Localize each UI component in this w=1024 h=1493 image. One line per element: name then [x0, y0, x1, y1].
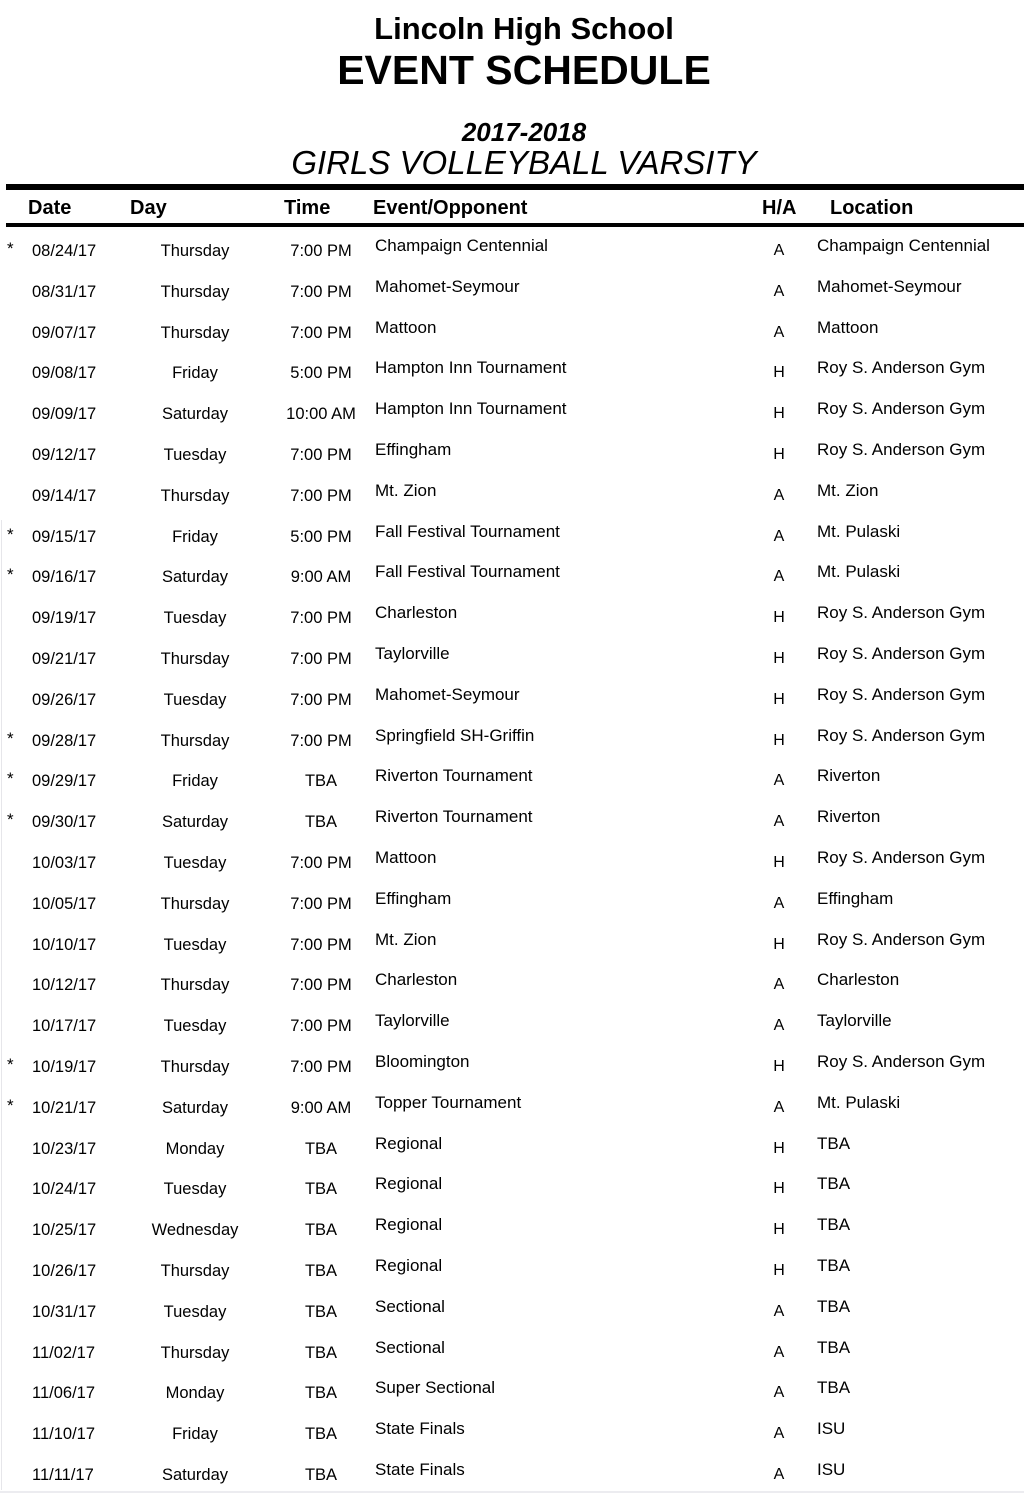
- title-block: [0, 0, 1024, 180]
- event-opponent-cell: Mattoon: [375, 847, 437, 867]
- date-cell: 09/30/17: [32, 813, 97, 832]
- schedule-row: [0, 1248, 1024, 1289]
- time-cell: TBA: [304, 1221, 338, 1240]
- home-away-cell: A: [773, 1098, 785, 1116]
- time-cell: TBA: [304, 1384, 338, 1403]
- schedule-row: [0, 1289, 1024, 1330]
- date-cell: 11/06/17: [32, 1384, 96, 1403]
- date-cell: 09/26/17: [32, 690, 97, 709]
- event-opponent-cell: State Finals: [375, 1459, 465, 1479]
- home-away-cell: A: [773, 1302, 785, 1320]
- column-header-time: Time: [284, 197, 331, 219]
- event-opponent-cell: State Finals: [375, 1419, 465, 1439]
- time-cell: 7:00 PM: [290, 690, 352, 709]
- time-cell: 7:00 PM: [290, 323, 352, 342]
- date-cell: 09/12/17: [32, 445, 97, 464]
- schedule-row: [0, 1003, 1024, 1044]
- location-cell: Mattoon: [817, 317, 879, 337]
- date-cell: 09/07/17: [32, 323, 97, 342]
- schedule-rows: [0, 228, 1024, 1493]
- conference-star-marker: *: [7, 728, 14, 748]
- column-header-location: Location: [830, 197, 914, 219]
- conference-star-marker: *: [7, 810, 14, 830]
- schedule-row: [0, 840, 1024, 881]
- location-cell: TBA: [817, 1215, 851, 1235]
- location-cell: Riverton: [817, 766, 881, 786]
- season-label: 2017-2018: [461, 117, 587, 147]
- day-cell: Thursday: [160, 894, 230, 913]
- day-cell: Monday: [165, 1139, 225, 1158]
- schedule-row: [0, 391, 1024, 432]
- location-cell: Mahomet-Seymour: [817, 276, 962, 296]
- schedule-row: [0, 1370, 1024, 1411]
- day-cell: Saturday: [161, 1098, 229, 1117]
- date-cell: 10/03/17: [32, 853, 97, 872]
- school-name: Lincoln High School: [374, 11, 674, 46]
- date-cell: 09/21/17: [32, 649, 97, 668]
- event-opponent-cell: Sectional: [375, 1337, 445, 1357]
- day-cell: Tuesday: [163, 1180, 227, 1199]
- time-cell: 7:00 PM: [290, 853, 352, 872]
- home-away-cell: H: [773, 690, 785, 708]
- day-cell: Thursday: [160, 486, 230, 505]
- location-cell: Roy S. Anderson Gym: [817, 1051, 986, 1071]
- schedule-row: [0, 595, 1024, 636]
- time-cell: TBA: [304, 1465, 338, 1484]
- location-cell: Charleston: [817, 970, 900, 990]
- conference-star-marker: *: [7, 239, 14, 258]
- location-cell: TBA: [817, 1378, 851, 1398]
- schedule-row: [0, 1085, 1024, 1126]
- home-away-cell: A: [773, 1465, 785, 1483]
- day-cell: Thursday: [160, 976, 230, 995]
- event-opponent-cell: Topper Tournament: [375, 1092, 522, 1112]
- schedule-row: [0, 350, 1024, 391]
- table-column-headers: [0, 197, 1024, 221]
- date-cell: 10/21/17: [32, 1098, 97, 1117]
- time-cell: 7:00 PM: [290, 894, 352, 913]
- time-cell: TBA: [304, 1180, 338, 1199]
- home-away-cell: A: [773, 1425, 785, 1443]
- time-cell: TBA: [304, 813, 338, 832]
- schedule-row: [0, 677, 1024, 718]
- event-opponent-cell: Super Sectional: [375, 1378, 496, 1398]
- home-away-cell: A: [773, 1343, 785, 1361]
- event-opponent-cell: Sectional: [375, 1296, 445, 1316]
- date-cell: 10/25/17: [32, 1221, 97, 1240]
- date-cell: 08/31/17: [32, 282, 97, 301]
- location-cell: TBA: [817, 1296, 851, 1316]
- event-opponent-cell: Mahomet-Seymour: [375, 684, 520, 704]
- header-rule-bottom: [6, 223, 1024, 227]
- home-away-cell: A: [773, 282, 785, 300]
- event-opponent-cell: Charleston: [375, 603, 458, 623]
- time-cell: 7:00 PM: [290, 1017, 352, 1036]
- home-away-cell: H: [773, 405, 785, 423]
- home-away-cell: H: [773, 731, 785, 749]
- schedule-row: [0, 1126, 1024, 1167]
- time-cell: TBA: [304, 1139, 338, 1158]
- conference-star-marker: *: [7, 524, 14, 544]
- team-label: GIRLS VOLLEYBALL VARSITY: [291, 144, 757, 181]
- event-opponent-cell: Effingham: [375, 439, 452, 459]
- date-cell: 09/28/17: [32, 731, 97, 750]
- date-cell: 09/14/17: [32, 486, 97, 505]
- conference-star-marker: *: [7, 769, 14, 789]
- day-cell: Friday: [172, 772, 218, 791]
- home-away-cell: H: [773, 1261, 785, 1279]
- location-cell: Champaign Centennial: [817, 236, 990, 255]
- event-opponent-cell: Hampton Inn Tournament: [375, 358, 567, 378]
- date-cell: 09/16/17: [32, 568, 97, 587]
- date-cell: 11/10/17: [32, 1425, 96, 1444]
- event-opponent-cell: Taylorville: [375, 1011, 450, 1031]
- day-cell: Friday: [172, 527, 218, 546]
- schedule-row: [0, 228, 1024, 269]
- location-cell: ISU: [817, 1419, 846, 1439]
- day-cell: Friday: [172, 1425, 218, 1444]
- event-opponent-cell: Hampton Inn Tournament: [375, 399, 567, 419]
- day-cell: Thursday: [160, 242, 230, 260]
- home-away-cell: H: [773, 445, 785, 463]
- time-cell: TBA: [304, 772, 338, 791]
- date-cell: 08/24/17: [32, 242, 97, 260]
- event-opponent-cell: Bloomington: [375, 1051, 470, 1071]
- home-away-cell: A: [773, 568, 785, 586]
- home-away-cell: H: [773, 649, 785, 667]
- location-cell: Roy S. Anderson Gym: [817, 643, 986, 663]
- event-opponent-cell: Charleston: [375, 970, 458, 990]
- event-opponent-cell: Mattoon: [375, 317, 437, 337]
- schedule-row: [0, 432, 1024, 473]
- location-cell: TBA: [817, 1133, 851, 1153]
- page-title: EVENT SCHEDULE: [337, 47, 711, 93]
- time-cell: 7:00 PM: [290, 1057, 352, 1076]
- date-cell: 10/05/17: [32, 894, 97, 913]
- time-cell: TBA: [304, 1425, 338, 1444]
- schedule-row: [0, 1411, 1024, 1452]
- event-opponent-cell: Riverton Tournament: [375, 807, 533, 827]
- schedule-row: [0, 962, 1024, 1003]
- day-cell: Tuesday: [163, 853, 227, 872]
- event-opponent-cell: Regional: [375, 1215, 443, 1235]
- home-away-cell: A: [773, 323, 785, 341]
- day-cell: Tuesday: [163, 609, 227, 628]
- day-cell: Tuesday: [163, 1302, 227, 1321]
- location-cell: Mt. Pulaski: [817, 562, 901, 582]
- time-cell: 7:00 PM: [290, 609, 352, 628]
- date-cell: 10/17/17: [32, 1017, 97, 1036]
- home-away-cell: A: [773, 813, 785, 831]
- location-cell: Riverton: [817, 807, 881, 827]
- location-cell: Roy S. Anderson Gym: [817, 603, 986, 623]
- home-away-cell: H: [773, 1180, 785, 1198]
- column-header-date: Date: [28, 197, 72, 219]
- day-cell: Saturday: [161, 1465, 229, 1484]
- day-cell: Monday: [165, 1384, 225, 1403]
- time-cell: 5:00 PM: [290, 364, 352, 383]
- schedule-row: [0, 473, 1024, 514]
- day-cell: Saturday: [161, 405, 229, 424]
- date-cell: 10/12/17: [32, 976, 97, 995]
- time-cell: 9:00 AM: [290, 568, 352, 587]
- location-cell: TBA: [817, 1337, 851, 1357]
- time-cell: TBA: [304, 1302, 338, 1321]
- event-opponent-cell: Mahomet-Seymour: [375, 276, 520, 296]
- conference-star-marker: *: [7, 1095, 14, 1115]
- conference-star-marker: *: [7, 565, 14, 585]
- date-cell: 10/10/17: [32, 935, 97, 954]
- location-cell: Mt. Zion: [817, 480, 879, 500]
- time-cell: 7:00 PM: [290, 282, 352, 301]
- schedule-row: [0, 1044, 1024, 1085]
- schedule-row: [0, 922, 1024, 963]
- event-opponent-cell: Mt. Zion: [375, 929, 437, 949]
- event-opponent-cell: Champaign Centennial: [375, 236, 548, 255]
- schedule-row: [0, 554, 1024, 595]
- day-cell: Tuesday: [163, 690, 227, 709]
- time-cell: 7:00 PM: [290, 486, 352, 505]
- day-cell: Thursday: [160, 1343, 230, 1362]
- time-cell: TBA: [304, 1343, 338, 1362]
- location-cell: Roy S. Anderson Gym: [817, 439, 986, 459]
- day-cell: Thursday: [160, 731, 230, 750]
- date-cell: 10/23/17: [32, 1139, 97, 1158]
- time-cell: 9:00 AM: [290, 1098, 352, 1117]
- event-opponent-cell: Mt. Zion: [375, 480, 437, 500]
- day-cell: Saturday: [161, 568, 229, 587]
- schedule-row: [0, 636, 1024, 677]
- date-cell: 11/02/17: [32, 1343, 96, 1362]
- schedule-row: [0, 310, 1024, 351]
- event-opponent-cell: Effingham: [375, 888, 452, 908]
- location-cell: Roy S. Anderson Gym: [817, 358, 986, 378]
- schedule-row: [0, 881, 1024, 922]
- schedule-row: [0, 269, 1024, 310]
- home-away-cell: A: [773, 1384, 785, 1402]
- home-away-cell: A: [773, 976, 785, 994]
- day-cell: Thursday: [160, 649, 230, 668]
- time-cell: 7:00 PM: [290, 445, 352, 464]
- date-cell: 10/19/17: [32, 1057, 97, 1076]
- schedule-row: [0, 1330, 1024, 1371]
- schedule-row: [0, 514, 1024, 555]
- location-cell: TBA: [817, 1255, 851, 1275]
- day-cell: Wednesday: [151, 1221, 239, 1240]
- day-cell: Tuesday: [163, 935, 227, 954]
- day-cell: Thursday: [160, 282, 230, 301]
- date-cell: 09/15/17: [32, 527, 97, 546]
- conference-star-marker: *: [7, 1054, 14, 1074]
- time-cell: TBA: [304, 1261, 338, 1280]
- home-away-cell: H: [773, 364, 785, 382]
- event-opponent-cell: Taylorville: [375, 643, 450, 663]
- column-header-home-away: H/A: [762, 197, 797, 219]
- time-cell: 10:00 AM: [286, 405, 356, 424]
- location-cell: Roy S. Anderson Gym: [817, 929, 986, 949]
- day-cell: Thursday: [160, 1057, 230, 1076]
- schedule-row: [0, 758, 1024, 799]
- home-away-cell: A: [773, 486, 785, 504]
- home-away-cell: H: [773, 1057, 785, 1075]
- schedule-row: [0, 799, 1024, 840]
- location-cell: Roy S. Anderson Gym: [817, 847, 986, 867]
- event-opponent-cell: Riverton Tournament: [375, 766, 533, 786]
- page-left-edge: [1, 520, 2, 1490]
- location-cell: Effingham: [817, 888, 894, 908]
- time-cell: 7:00 PM: [290, 935, 352, 954]
- event-opponent-cell: Springfield SH-Griffin: [375, 725, 535, 745]
- time-cell: 7:00 PM: [290, 242, 352, 260]
- header-rule-top: [6, 184, 1024, 190]
- date-cell: 09/19/17: [32, 609, 97, 628]
- time-cell: 7:00 PM: [290, 976, 352, 995]
- day-cell: Tuesday: [163, 1017, 227, 1036]
- time-cell: 5:00 PM: [290, 527, 352, 546]
- event-opponent-cell: Regional: [375, 1174, 443, 1194]
- event-opponent-cell: Fall Festival Tournament: [375, 521, 560, 541]
- day-cell: Thursday: [160, 323, 230, 342]
- home-away-cell: A: [773, 894, 785, 912]
- home-away-cell: A: [773, 1017, 785, 1035]
- home-away-cell: A: [773, 242, 785, 259]
- home-away-cell: H: [773, 935, 785, 953]
- column-header-day: Day: [130, 197, 167, 219]
- date-cell: 10/26/17: [32, 1261, 97, 1280]
- home-away-cell: H: [773, 853, 785, 871]
- day-cell: Saturday: [161, 813, 229, 832]
- date-cell: 09/09/17: [32, 405, 97, 424]
- location-cell: ISU: [817, 1459, 846, 1479]
- event-opponent-cell: Fall Festival Tournament: [375, 562, 560, 582]
- day-cell: Friday: [172, 364, 218, 383]
- home-away-cell: H: [773, 609, 785, 627]
- location-cell: Taylorville: [817, 1011, 892, 1031]
- schedule-row: [0, 718, 1024, 759]
- home-away-cell: H: [773, 1221, 785, 1239]
- location-cell: Roy S. Anderson Gym: [817, 725, 986, 745]
- location-cell: Mt. Pulaski: [817, 521, 901, 541]
- location-cell: Mt. Pulaski: [817, 1092, 901, 1112]
- date-cell: 10/31/17: [32, 1302, 97, 1321]
- time-cell: 7:00 PM: [290, 649, 352, 668]
- schedule-row: [0, 1166, 1024, 1207]
- day-cell: Tuesday: [163, 445, 227, 464]
- home-away-cell: A: [773, 772, 785, 790]
- event-opponent-cell: Regional: [375, 1133, 443, 1153]
- column-header-event: Event/Opponent: [373, 197, 528, 219]
- time-cell: 7:00 PM: [290, 731, 352, 750]
- location-cell: Roy S. Anderson Gym: [817, 684, 986, 704]
- home-away-cell: A: [773, 527, 785, 545]
- date-cell: 10/24/17: [32, 1180, 97, 1199]
- schedule-row: [0, 1452, 1024, 1493]
- date-cell: 11/11/17: [32, 1465, 94, 1484]
- home-away-cell: H: [773, 1139, 785, 1157]
- schedule-row: [0, 1207, 1024, 1248]
- day-cell: Thursday: [160, 1261, 230, 1280]
- location-cell: TBA: [817, 1174, 851, 1194]
- date-cell: 09/08/17: [32, 364, 97, 383]
- event-opponent-cell: Regional: [375, 1255, 443, 1275]
- date-cell: 09/29/17: [32, 772, 97, 791]
- location-cell: Roy S. Anderson Gym: [817, 399, 986, 419]
